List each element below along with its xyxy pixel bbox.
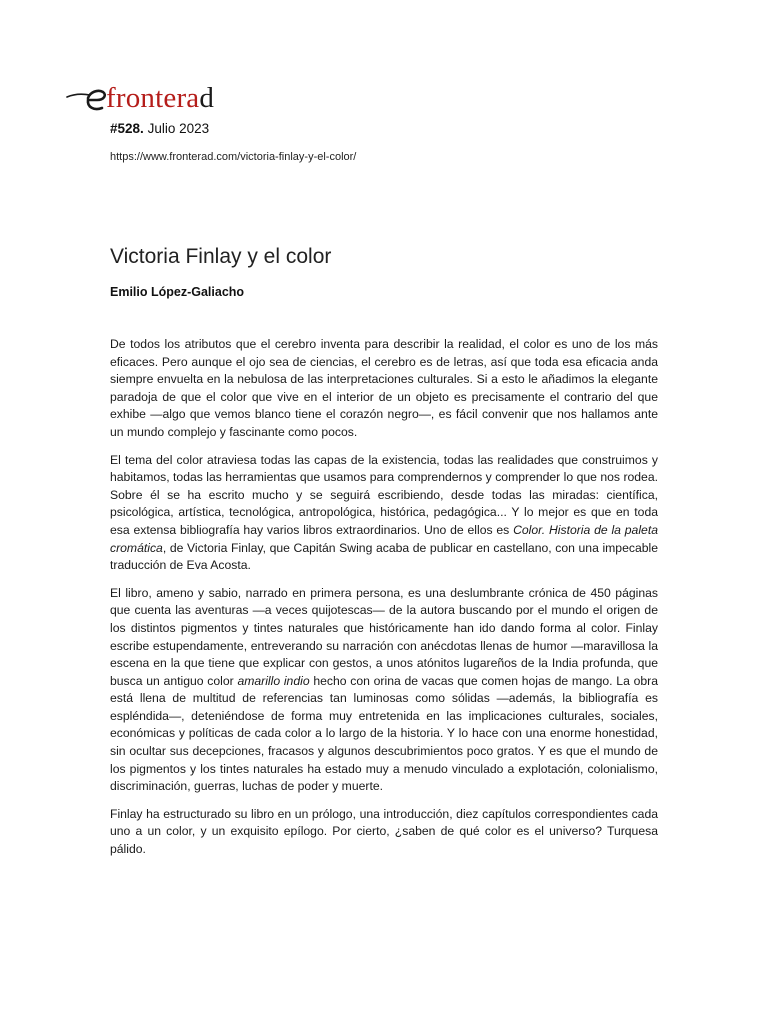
fronterad-logo[interactable] [66,82,214,114]
article-title: Victoria Finlay y el color [110,245,332,268]
article-body [110,336,658,869]
color-name-italic: amarillo indio [237,673,310,688]
issue-line [110,121,209,136]
logo-wordmark [106,81,215,114]
paragraph-2-text-b: , de Victoria Finlay, que Capitán Swing acaba de publicar en castellano, con una impecable traducción de Eva Acosta. [110,540,658,573]
article-url[interactable]: https://www.fronterad.com/victoria-finlay-y-el-color/ [110,151,357,163]
paragraph-4: Finlay ha estructurado su libro en un prólogo, una introducción, diez capítulos correspondientes cada uno a un color, y un exquisito epílogo. Por cierto, ¿saben de qué color es el universo? Turquesa pálido. [110,806,658,857]
paragraph-3 [110,585,658,796]
paragraph-2-text-a: El tema del color atraviesa todas las capas de la existencia, todas las realidades que construimos y habitamos, todas las herramientas que usamos para comprendernos y comprender lo que nos rodea. Sobre él se ha escrito mucho y se seguirá escribiendo, desde todas las miradas: científica, psicológica, artística, tecnológica, antropológica, histórica, pedagógica... Y lo mejor es que en toda esa extensa bibliografía hay varios libros extraordinarios. Uno de ellos es [110,452,658,537]
swirl-e-icon [66,83,108,113]
book-title-italic: Color. Historia de la paleta cromática [110,522,658,555]
paragraph-1: De todos los atributos que el cerebro inventa para describir la realidad, el color es uno de los más eficaces. Pero aunque el ojo sea de ciencias, el cerebro es de letras, así que toda esa eficacia anda siempre envuelta en la nebulosa de las interpretaciones culturales. Si a esto le añadimos la elegante paradoja de que el color que vive en el interior de un objeto es precisamente el contrario del que exhibe —algo que vemos blanco tiene el corazón negro—, es fácil convenir que nos hallamos ante un mundo complejo y fascinante como pocos. [110,337,658,439]
paragraph-3-text-a: El libro, ameno y sabio, narrado en primera persona, es una deslumbrante crónica de 450 páginas que cuenta las aventuras —a veces quijotescas— de la autora buscando por el mundo el origen de los distintos pigmentos y tintes naturales que históricamente han ido dando forma al color. Finlay escribe estupendamente, entreverando su narración con anécdotas llenas de humor —maravillosa la escena en la que tiene que explicar con gestos, a unos atónitos lugareños de la India profunda, que busca un antiguo color [110,585,658,688]
article-author: Emilio López-Galiacho [110,285,245,299]
issue-date: Julio 2023 [147,121,210,136]
issue-number: #528. [110,121,144,136]
logo-wordmark-last: d [199,81,215,114]
paragraph-2 [110,452,658,575]
paragraph-3-text-b: hecho con orina de vacas que comen hojas de mango. La obra está llena de multitud de referencias tan luminosas como sólidas —además, la bibliografía es espléndida—, deteniéndose de forma muy entretenida en las implicaciones culturales, sociales, económicas y políticas de cada color a lo largo de la historia. Y lo hace con una enorme honestidad, sin ocultar sus decepciones, fracasos y algunos descubrimientos poco gratos. Y es que el mundo de los pigmentos y los tintes naturales ha estado muy a menudo vinculado a explotación, colonialismo, discriminación, guerras, luchas de poder y muerte. [110,673,658,794]
logo-wordmark-main: frontera [106,81,200,114]
